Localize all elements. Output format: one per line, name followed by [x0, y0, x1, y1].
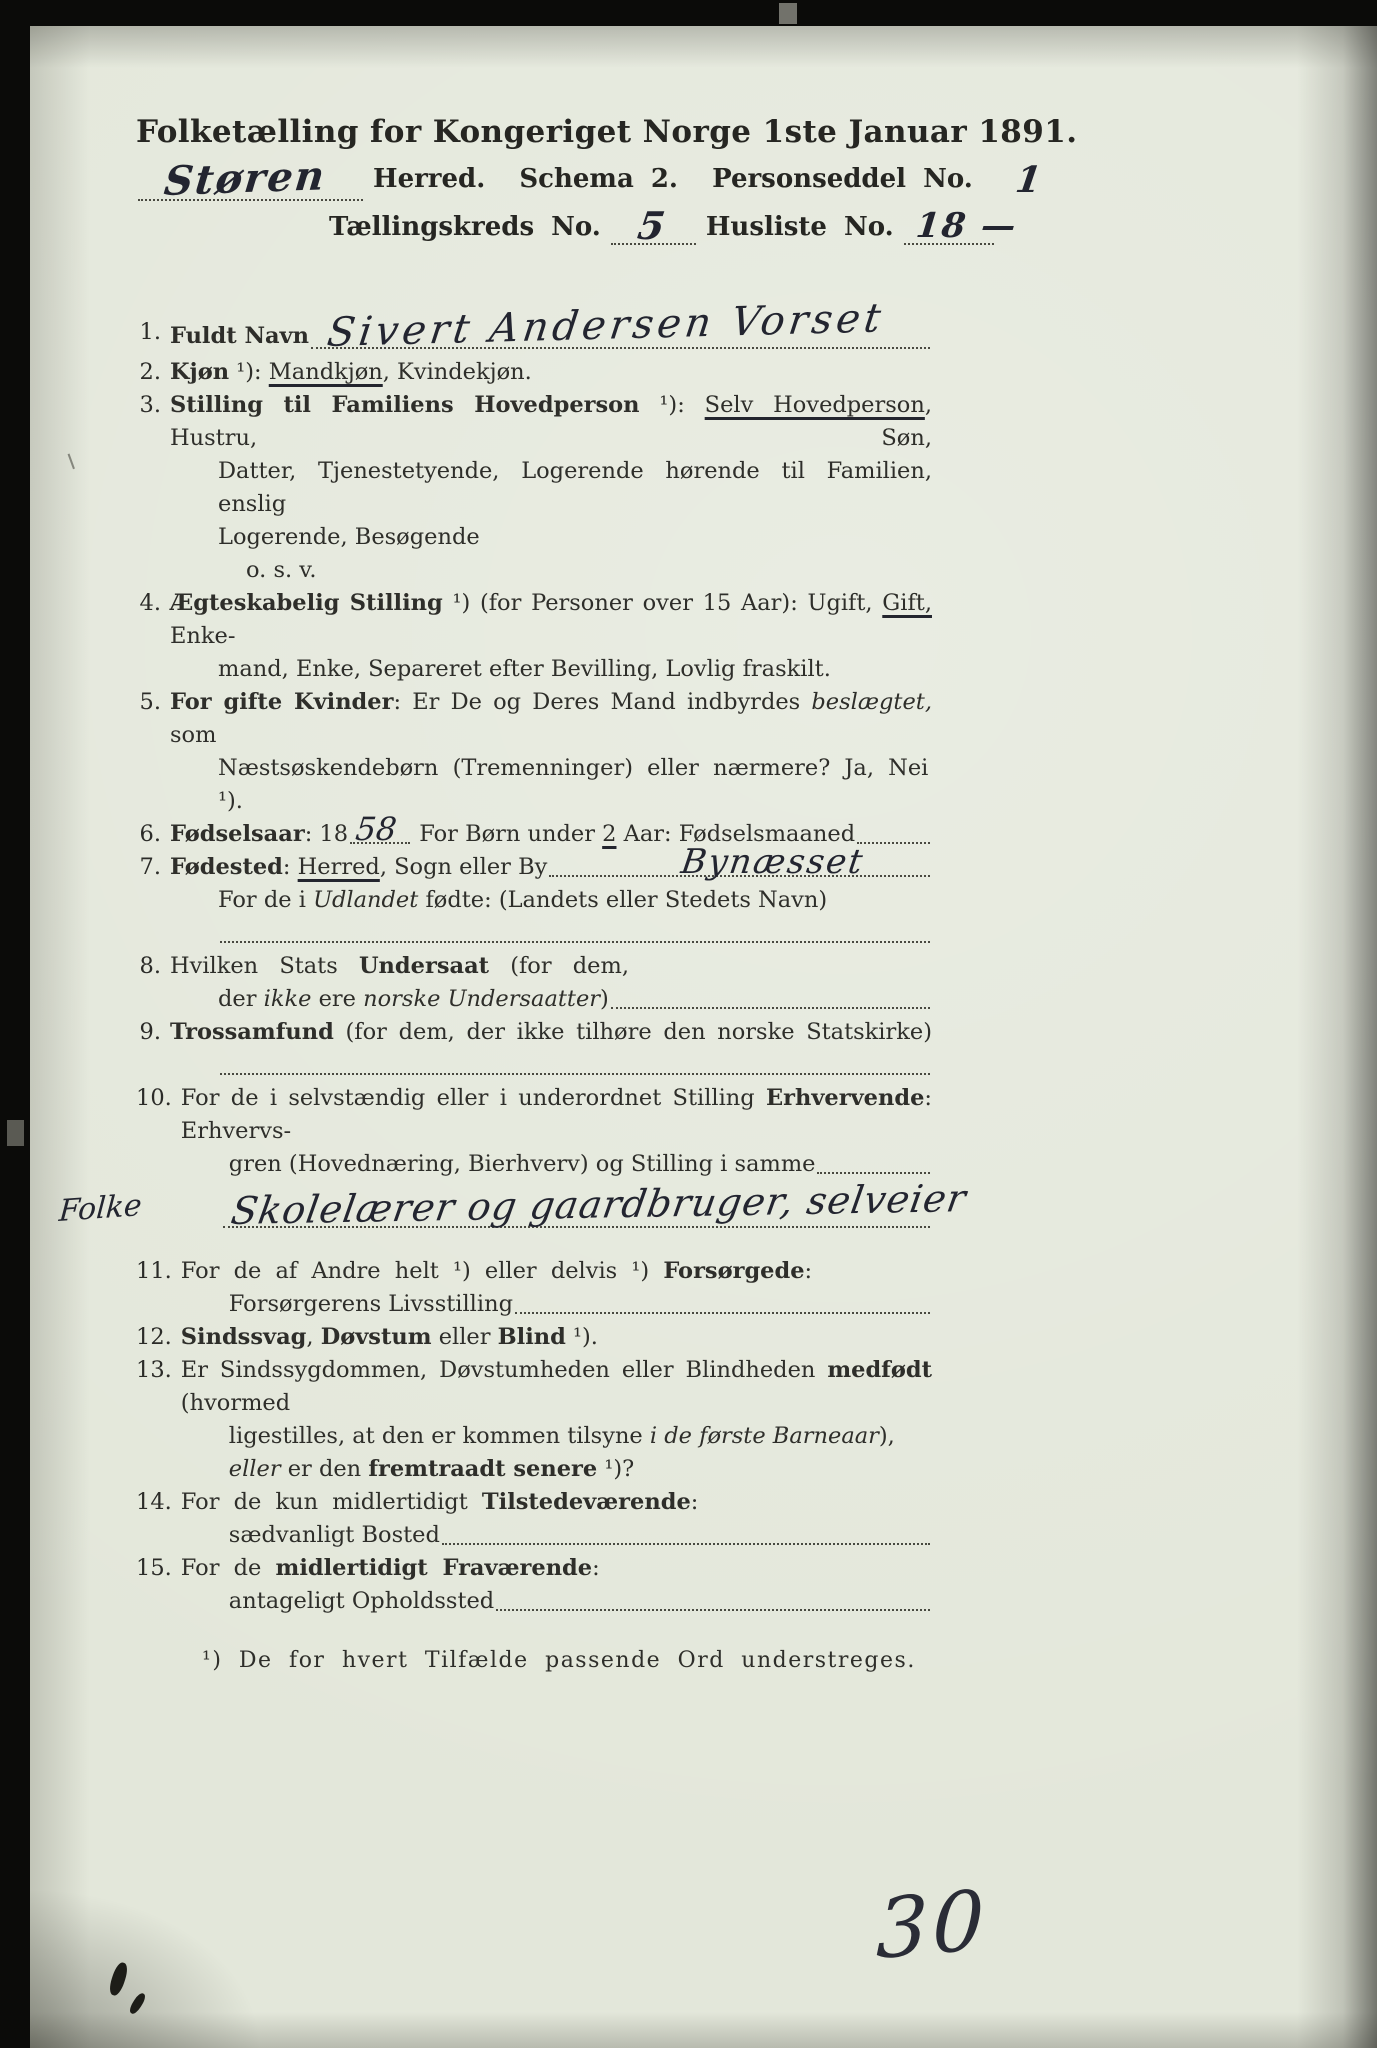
printed-text: For de i: [218, 887, 314, 913]
form-line: [181, 1486, 932, 1519]
printed-text: , Hustru, Søn,: [170, 392, 932, 451]
form-line: [170, 686, 932, 752]
item-body: [170, 1016, 932, 1082]
printed-text: o. s. v.: [246, 557, 317, 583]
district-name-handwritten: Støren: [162, 152, 329, 205]
corner-number-handwritten: 30: [875, 1872, 989, 1979]
pencil-mark: [68, 451, 83, 469]
form-line: [181, 1321, 932, 1354]
item-body: [170, 842, 932, 950]
printed-text: beslægtet,: [811, 689, 932, 715]
printed-text: For de af Andre helt ¹) eller delvis ¹): [180, 1258, 664, 1284]
printed-text: : 18: [304, 821, 349, 847]
form-line: [170, 983, 932, 1016]
personseddel-number-handwritten: 1: [1012, 159, 1044, 201]
form-content: [57, 110, 1078, 1673]
form-line: [170, 356, 932, 389]
dotted-fill-line: [220, 1073, 930, 1075]
tellingskreds-number-handwritten: 5: [634, 203, 668, 248]
printed-text: Datter, Tjenestetyende, Logerende hørende til Familien, enslig: [218, 458, 932, 517]
form-line: [181, 1453, 932, 1486]
item-number: 15.: [136, 1555, 172, 1581]
item-number: 11.: [136, 1258, 172, 1284]
header-printed-text: Herred. Schema 2. Personseddel No.: [373, 164, 973, 194]
form-line: [181, 1519, 932, 1552]
printed-text: Enke-: [170, 623, 236, 649]
printed-text: Hvilken Stats: [170, 953, 359, 979]
header-line-district: [136, 152, 1044, 208]
printed-text: Erhvervende: [766, 1085, 925, 1111]
form-line: [181, 1420, 932, 1453]
printed-text: (for dem,: [489, 953, 629, 979]
printed-text: i de første Barneaar: [649, 1423, 879, 1449]
footnote: ¹) De for hvert Tilfælde passende Ord understreges.: [202, 1648, 916, 1673]
form-line: [170, 1049, 932, 1082]
item-body: [170, 686, 932, 818]
form-line: [181, 1082, 932, 1148]
form-item-5: [136, 686, 932, 818]
printed-text: ¹)?: [597, 1456, 635, 1482]
printed-text: : Erhvervs-: [180, 1085, 932, 1144]
form-item-1: [136, 295, 932, 357]
item-number: 2.: [139, 359, 161, 385]
item-number: 8.: [139, 953, 161, 979]
printed-text: Døvstum: [320, 1324, 432, 1350]
form-item-15: [136, 1552, 932, 1618]
item-number: 14.: [136, 1489, 172, 1515]
tellingskreds-label: Tællingskreds No.: [329, 212, 601, 242]
form-item-14: [136, 1486, 932, 1552]
item-body: [181, 1255, 932, 1321]
printed-text: :: [282, 854, 298, 880]
form-item-9: [136, 1016, 932, 1082]
form-item-12: [136, 1321, 932, 1354]
underlined-choice: 2: [602, 821, 617, 847]
dotted-fill-line: [549, 842, 930, 882]
printed-text: , Sogn eller By: [379, 854, 548, 880]
form-item-3: [136, 389, 932, 587]
item-number: 4.: [139, 590, 161, 616]
form-line: [170, 587, 932, 653]
dotted-fill-line: [904, 206, 1020, 246]
printed-text: der: [218, 986, 264, 1012]
printed-text: For de kun midlertidigt: [180, 1489, 482, 1515]
printed-text: Trossamfund: [170, 1019, 334, 1045]
printed-text: eller: [228, 1456, 281, 1482]
census-form-items: [57, 295, 970, 1618]
printed-text: fødte: (Landets eller Stedets Navn): [418, 887, 828, 913]
printed-text: Blind: [497, 1324, 566, 1350]
form-line: [181, 1148, 932, 1181]
printed-text: ligestilles, at den er kommen tilsyne: [228, 1423, 650, 1449]
printed-text: (hvormed: [180, 1390, 291, 1416]
printed-text: Stilling til Familiens Hovedperson: [170, 392, 640, 418]
printed-text: ),: [878, 1423, 895, 1449]
underlined-choice: Herred: [297, 854, 380, 880]
item-number: 6.: [139, 821, 161, 847]
printed-text: For de i selvstændig eller i underordnet Stilling: [180, 1085, 766, 1111]
printed-text: Næstsøskendebørn (Tremenninger) eller nærmere? Ja, Nei ¹).: [218, 755, 929, 814]
handwritten-entry: 58: [353, 810, 399, 848]
printed-text: Tilstedeværende: [481, 1489, 691, 1515]
item-body: [170, 356, 932, 389]
dotted-fill-line: [515, 1312, 930, 1314]
form-line: [170, 653, 932, 686]
printed-text: mand, Enke, Separeret efter Bevilling, Lovlig fraskilt.: [218, 656, 831, 682]
printed-text: ¹).: [565, 1324, 598, 1350]
dotted-fill-line: [611, 1007, 930, 1009]
item-body: [170, 389, 932, 587]
item-body: [170, 587, 932, 686]
form-item-2: [136, 356, 932, 389]
dotted-fill-line: [350, 810, 410, 848]
item-body: [181, 1321, 932, 1354]
printed-text: , Kvindekjøn.: [382, 359, 532, 385]
item-body: [181, 1552, 932, 1618]
form-line: [181, 1255, 932, 1288]
form-line: [181, 1552, 932, 1585]
underlined-choice: Selv Hovedperson: [704, 392, 925, 418]
item-number: 12.: [136, 1324, 172, 1350]
printed-text: Fødselsaar: [170, 821, 305, 847]
form-line: [170, 521, 932, 554]
printed-text: (for dem, der ikke tilhøre den norske Statskirke): [333, 1019, 932, 1045]
printed-text: sædvanligt Bosted: [228, 1522, 440, 1548]
printed-text: Kjøn: [170, 359, 230, 385]
page-title: Folketælling for Kongeriget Norge 1ste Januar 1891.: [136, 114, 1078, 150]
form-line: [57, 1176, 970, 1237]
printed-text: norske Undersaatter: [363, 986, 601, 1012]
printed-text: Udlandet: [313, 887, 419, 913]
form-item-10: [57, 1082, 970, 1237]
form-item-4: [136, 587, 932, 686]
printed-text: Er Sindssygdommen, Døvstumheden eller Blindheden: [180, 1357, 828, 1383]
dotted-fill-line: [311, 295, 930, 357]
item-body: [170, 295, 932, 357]
printed-text: ikke: [263, 986, 312, 1012]
form-item-8: [136, 950, 932, 1016]
printed-text: gren (Hovednæring, Bierhverv) og Stilling i samme: [228, 1151, 816, 1177]
printed-text: er den: [280, 1456, 369, 1482]
printed-text: Forsørgede: [663, 1258, 805, 1284]
dotted-fill-line: [611, 203, 696, 248]
dotted-fill-line: [496, 1609, 930, 1611]
printed-text: som: [170, 722, 217, 748]
printed-text: ,: [306, 1324, 321, 1350]
printed-text: For gifte Kvinder: [170, 689, 394, 715]
item-number: 10.: [136, 1085, 172, 1111]
form-line: [170, 752, 932, 818]
dotted-fill-line: [138, 152, 363, 205]
printed-text: Fødested: [170, 854, 283, 880]
printed-text: :: [592, 1555, 600, 1581]
handwritten-entry: Skolelærer og gaardbruger, selveier: [228, 1176, 970, 1234]
printed-text: Ægteskabelig Stilling: [170, 590, 443, 616]
printed-text: Fuldt Navn: [170, 323, 310, 349]
printed-text: fremtraadt senere: [368, 1456, 598, 1482]
form-line: [170, 554, 932, 587]
printed-text: ¹) (for Personer over 15 Aar): Ugift,: [442, 590, 883, 616]
item-number: 9.: [139, 1019, 161, 1045]
header-line-numbers: [136, 203, 1020, 252]
ink-mark: [107, 1961, 130, 1997]
printed-text: midlertidigt Fraværende: [275, 1555, 593, 1581]
form-item-13: [136, 1354, 932, 1486]
form-line: [170, 917, 932, 950]
form-item-11: [136, 1255, 932, 1321]
printed-text: Aar: Fødselsmaaned: [616, 821, 856, 847]
printed-text: : Er De og Deres Mand indbyrdes: [393, 689, 812, 715]
printed-text: ): [600, 986, 609, 1012]
printed-text: medfødt: [827, 1357, 932, 1383]
form-line: [170, 950, 932, 983]
dotted-fill-line: [857, 842, 930, 844]
item-body: [181, 1486, 932, 1552]
item-body: [181, 1354, 932, 1486]
form-line: [181, 1288, 932, 1321]
handwritten-entry: Sivert Andersen Vorset: [324, 295, 888, 357]
item-number: 5.: [139, 689, 161, 715]
form-item-7: [136, 842, 932, 950]
underlined-choice: Gift,: [882, 590, 932, 616]
item-number: 13.: [136, 1357, 172, 1383]
underlined-choice: Mandkjøn: [268, 359, 383, 385]
handwritten-entry: Bynæsset: [678, 842, 867, 882]
item-number: 1.: [139, 319, 161, 345]
form-line: [170, 884, 932, 917]
form-line: [170, 455, 932, 521]
printed-text: ¹):: [229, 359, 269, 385]
printed-text: eller: [431, 1324, 498, 1350]
printed-text: For Børn under: [412, 821, 603, 847]
dotted-fill-line: [220, 941, 930, 943]
dotted-fill-line: [442, 1543, 930, 1545]
printed-text: ere: [311, 986, 364, 1012]
printed-text: Forsørgerens Livsstilling: [228, 1291, 513, 1317]
margin-note-handwritten: Folke: [57, 1187, 143, 1230]
printed-text: :: [804, 1258, 813, 1284]
form-line: [170, 389, 932, 455]
printed-text: Sindssvag: [180, 1324, 307, 1350]
printed-text: Logerende, Besøgende: [218, 524, 480, 550]
printed-text: antageligt Opholdssted: [228, 1588, 495, 1614]
form-line: [170, 842, 932, 884]
form-line: [181, 1585, 932, 1618]
printed-text: For de: [180, 1555, 276, 1581]
dotted-fill-line: [223, 1176, 970, 1234]
item-number: 3.: [139, 392, 161, 418]
printed-text: ¹):: [639, 392, 705, 418]
husliste-number-handwritten: 18 —: [913, 206, 1020, 246]
printed-text: :: [690, 1489, 699, 1515]
paper: [30, 26, 1377, 2048]
form-line: [181, 1354, 932, 1420]
husliste-label: Husliste No.: [705, 212, 894, 242]
scan-artifact-top: [779, 3, 797, 24]
form-line: [170, 1016, 932, 1049]
item-number: 7.: [139, 854, 161, 880]
dotted-fill-line: [817, 1172, 930, 1174]
scan-artifact-left: [7, 1120, 24, 1146]
item-body: [170, 950, 932, 1016]
ink-mark: [128, 1991, 148, 2015]
form-line: [170, 295, 932, 357]
printed-text: Undersaat: [358, 953, 490, 979]
